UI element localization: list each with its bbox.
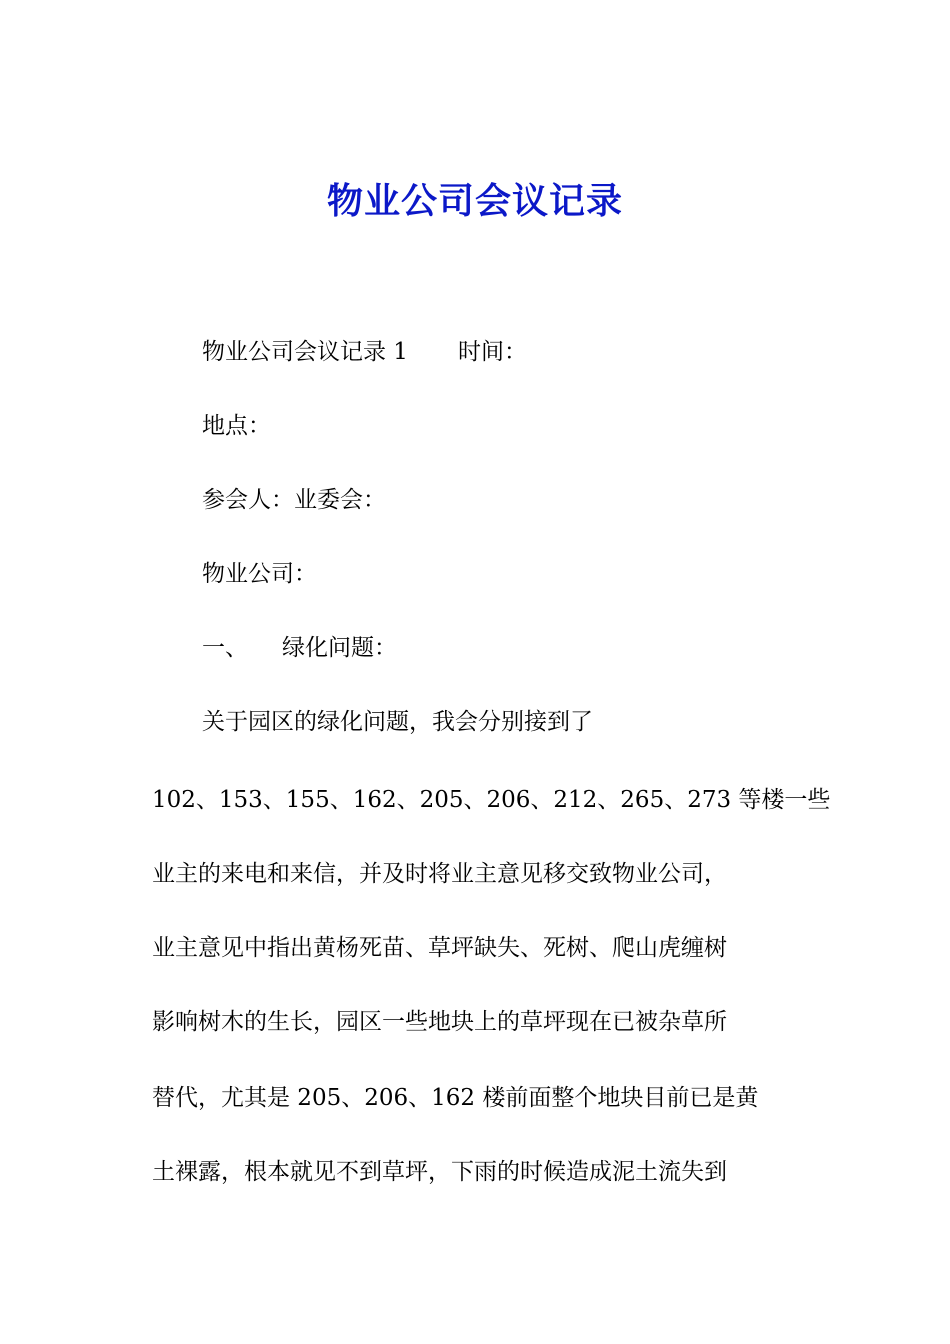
record-label: 物业公司会议记录 1 [202, 339, 408, 365]
time-label: 时间： [457, 339, 527, 365]
body-line: 业主的来电和来信，并及时将业主意见移交致物业公司， [152, 861, 727, 887]
body-line: 影响树木的生长，园区一些地块上的草坪现在已被杂草所 [152, 1009, 727, 1035]
section-number: 一、 [202, 635, 248, 661]
property-company-label: 物业公司： [202, 561, 317, 587]
body-line: 关于园区的绿化问题，我会分别接到了 [202, 709, 593, 735]
section-one-heading [202, 632, 397, 664]
location-label: 地点： [202, 413, 271, 439]
section-title: 绿化问题： [282, 635, 397, 661]
body-line: 102、153、155、162、205、206、212、265、273 等楼一些 [152, 787, 831, 813]
document-title: 物业公司会议记录 [326, 181, 623, 222]
body-line: 土裸露，根本就见不到草坪，下雨的时候造成泥土流失到 [152, 1159, 727, 1185]
body-line: 替代，尤其是 205、206、162 楼前面整个地块目前已是黄 [152, 1085, 759, 1111]
body-line: 业主意见中指出黄杨死苗、草坪缺失、死树、爬山虎缠树 [152, 935, 727, 961]
record-header-line [202, 336, 527, 368]
attendees-label: 参会人：业委会： [202, 487, 386, 513]
